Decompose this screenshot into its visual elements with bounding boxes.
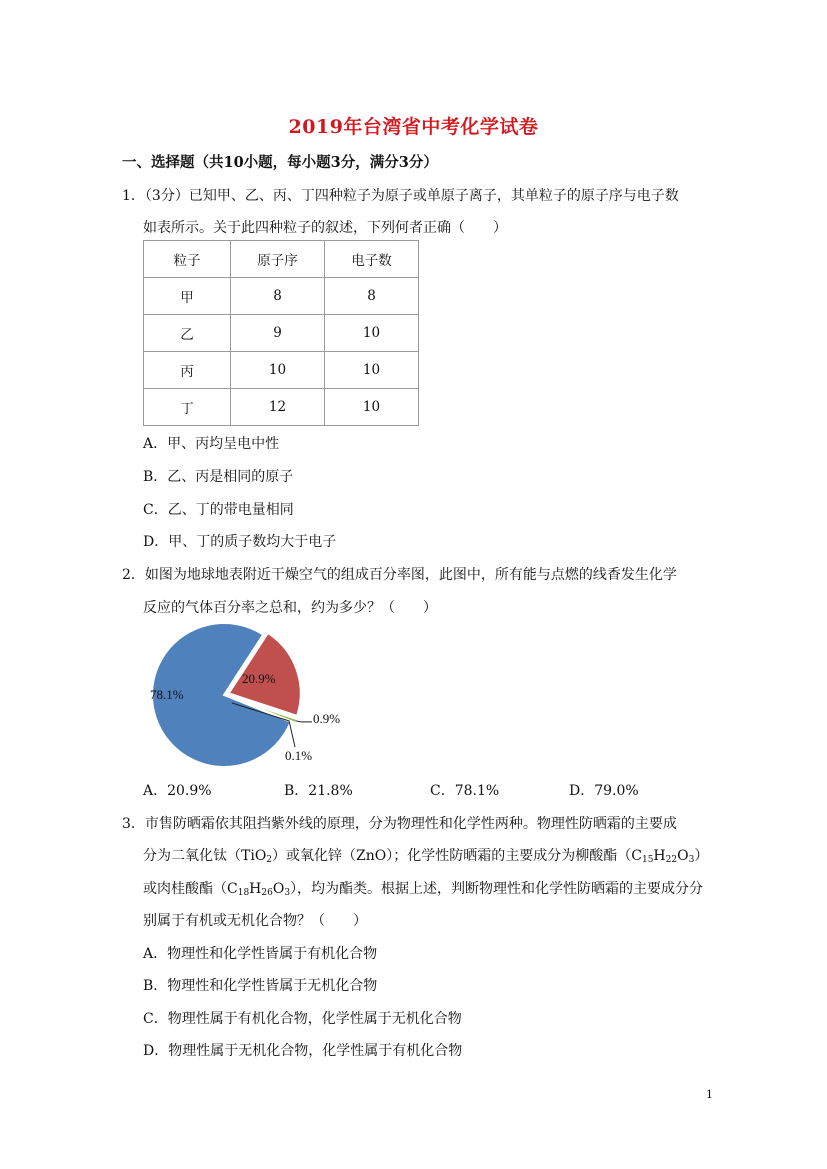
table-header-cell: 原子序 <box>231 241 325 278</box>
subscript: 3 <box>284 888 291 898</box>
table-row <box>144 278 419 315</box>
subscript: 3 <box>688 855 695 865</box>
q3-stem-line3 <box>143 878 703 898</box>
q3-stem-line1: 3．市售防晒霜依其阻挡紫外线的原理，分为物理性和化学性两种。物理性防晒霜的主要成 <box>122 816 677 832</box>
q2-option-c: C．78.1% <box>430 783 500 799</box>
q1-stem-line1: 1．（3分）已知甲、乙、丙、丁四种粒子为原子或单原子离子，其单粒子的原子序与电子数 <box>122 188 679 204</box>
leader-line-0-9 <box>295 721 312 722</box>
table-cell: 9 <box>231 315 325 352</box>
pie-label-20-9: 20.9% <box>242 671 276 686</box>
q1-option-b: B．乙、丙是相同的原子 <box>143 469 294 485</box>
table-cell: 10 <box>325 389 419 426</box>
q1-table <box>143 240 419 426</box>
table-cell: 10 <box>325 352 419 389</box>
q2-option-d: D．79.0% <box>569 783 639 799</box>
q3-option-b: B．物理性和化学性皆属于无机化合物 <box>143 978 378 994</box>
q3-stem-line2 <box>143 845 708 865</box>
table-cell: 10 <box>325 315 419 352</box>
q3-text: H <box>249 881 262 897</box>
q3-text: ）或氧化锌（ZnO）；化学性防晒霜的主要成分为柳酸酯（C <box>272 848 642 864</box>
q2-stem-line2: 反应的气体百分率之总和，约为多少？（ ） <box>143 600 437 616</box>
table-cell: 丙 <box>144 352 231 389</box>
table-row <box>144 389 419 426</box>
q1-option-a: A．甲、丙均呈电中性 <box>143 436 280 452</box>
subscript: 18 <box>237 888 250 898</box>
table-cell: 8 <box>325 278 419 315</box>
pie-label-0-1: 0.1% <box>285 748 313 763</box>
q1-option-d: D．甲、丁的质子数均大于电子 <box>143 534 337 550</box>
q3-text: H <box>653 848 666 864</box>
table-cell: 丁 <box>144 389 231 426</box>
air-composition-pie-chart <box>130 615 370 775</box>
q3-text: O <box>677 848 689 864</box>
subscript: 2 <box>266 855 273 865</box>
q3-stem-line4: 别属于有机或无机化合物？（ ） <box>143 913 367 929</box>
q3-text: 分为二氧化钛（TiO <box>143 848 267 864</box>
q1-option-c: C．乙、丁的带电量相同 <box>143 502 294 518</box>
table-cell: 10 <box>231 352 325 389</box>
page-title: 2019年台湾省中考化学试卷 <box>288 116 539 138</box>
q3-option-c: C．物理性属于有机化合物，化学性属于无机化合物 <box>143 1011 462 1027</box>
table-header-row <box>144 241 419 278</box>
subscript: 15 <box>641 855 654 865</box>
q3-option-d: D．物理性属于无机化合物，化学性属于有机化合物 <box>143 1043 463 1059</box>
subscript: 26 <box>261 888 273 898</box>
table-cell: 甲 <box>144 278 231 315</box>
table-header-cell: 粒子 <box>144 241 231 278</box>
q2-option-a: A．20.9% <box>143 783 212 799</box>
table-row <box>144 352 419 389</box>
q2-option-b: B．21.8% <box>284 783 353 799</box>
table-cell: 8 <box>231 278 325 315</box>
table-header-cell: 电子数 <box>325 241 419 278</box>
subscript: 22 <box>665 855 678 865</box>
table-row <box>144 315 419 352</box>
q3-option-a: A．物理性和化学性皆属于有机化合物 <box>143 946 378 962</box>
pie-label-0-9: 0.9% <box>313 711 341 726</box>
table-cell: 12 <box>231 389 325 426</box>
table-cell: 乙 <box>144 315 231 352</box>
q3-text: ），均为酯类。根据上述，判断物理性和化学性防晒霜的主要成分分 <box>290 881 704 897</box>
q3-text: O <box>272 881 285 897</box>
q3-text: ） <box>694 848 709 864</box>
section-heading: 一、选择题（共10小题，每小题3分，满分3分） <box>122 154 438 171</box>
pie-label-78-1: 78.1% <box>150 687 184 702</box>
q1-stem-line2: 如表所示。关于此四种粒子的叙述，下列何者正确（ ） <box>143 220 507 236</box>
page-number: 1 <box>706 1088 713 1101</box>
q2-stem-line1: 2．如图为地球地表附近干燥空气的组成百分率图，此图中，所有能与点燃的线香发生化学 <box>122 567 677 583</box>
q3-text: 或肉桂酸酯（C <box>143 881 238 897</box>
